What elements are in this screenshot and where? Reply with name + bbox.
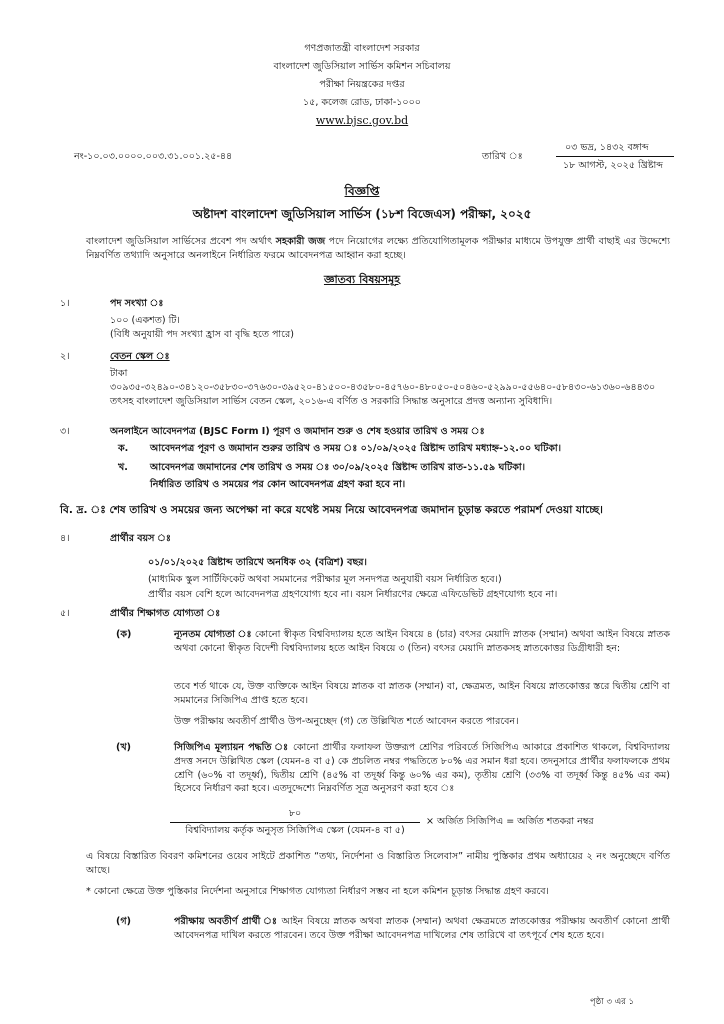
item2-title: বেতন স্কেল ঃ <box>110 351 170 362</box>
date-divider <box>556 156 674 157</box>
formula-denominator: বিশ্ববিদ্যালয় কর্তৃক অনুসৃত সিজিপিএ স্কেল (যেমন-৪ বা ৫) <box>185 825 405 836</box>
item5-title: প্রার্থীর শিক্ষাগত যোগ্যতা ঃ <box>110 608 221 619</box>
date-bangla: ০৩ ভদ্র, ১৪৩২ বঙ্গাব্দ <box>565 142 649 153</box>
intro-paragraph: বাংলাদেশ জুডিসিয়াল সার্ভিসের প্রবেশ পদ অর্থাৎ সহকারী জজ পদে নিয়োগের লক্ষ্যে প্রতিযোগিতামূলক পরীক্ষার মাধ্যমে উপযুক্ত প্রার্থী বাছাই এর উদ্দেশ্যে নিম্নবর্ণিত তথ্যাদি অনুসারে অনলাইনে নির্ধারিত ফরমে আবেদনপত্র আহ্বান করা হচ্ছে। <box>86 236 670 261</box>
date-english: ১৮ আগস্ট, ২০২৫ খ্রিষ্টাব্দ <box>563 160 663 171</box>
item3-kha-text: আবেদনপত্র জমাদানের শেষ তারিখ ও সময় ঃ ৩০/০৯/২০২৫ খ্রিষ্টাব্দ তারিখ রাত-১১.৫৯ ঘটিকা। <box>150 462 526 473</box>
formula-rhs: × অর্জিত সিজিপিএ = অর্জিত শতকরা নম্বর <box>426 816 594 827</box>
item1-line2: (বিধি অনুযায়ী পদ সংখ্যা হ্রাস বা বৃদ্ধি হতে পারে) <box>110 329 294 340</box>
item4-line2: (মাধ্যমিক স্কুল সার্টিফিকেট অথবা সমমানের পরীক্ষার মূল সনদপত্র অনুযায়ী বয়স নির্ধারিত হবে।) <box>148 574 502 585</box>
item5-ga-text: পরীক্ষায় অবতীর্ণ প্রার্থী ঃ আইন বিষয়ে স্নাতক অথবা স্নাতক (সম্মান) অথবা ক্ষেত্রমতে স্নাতকোত্তর পরীক্ষায় অবতীর্ণ কোনো প্রার্থী আবেদনপত্র দাখিল করতে পারবেন। তবে উক্ত পরীক্ষা আবেদনপত্র দাখিলের শেষ তারিখে বা তৎপূর্বে শেষ হতে হবে। <box>174 916 670 941</box>
item2-body: টাকা ৩০৯৩৫-৩২৪৯০-৩৪১২০-৩৫৮৩০-৩৭৬৩০-৩৯৫২০-৪১৫০০-৪৩৫৮০-৪৫৭৬০-৪৮০৫০-৫০৪৬০-৫২৯৯০-৫৫৬৪০-৫৮৪৩০-৬১৩৬০-৬৪৪৩০ তৎসহ বাংলাদেশ জুডিসিয়াল সার্ভিস বেতন স্কেল, ২০১৬-এ বর্ণিত ও সরকারি সিদ্ধান্ত অনুসারে প্রদত্ত অন্যান্য সুবিধাদি। <box>110 368 656 407</box>
page-number: পৃষ্ঠা ৩ এর ১ <box>590 997 635 1007</box>
item3-ka-label: ক. <box>118 443 129 454</box>
item5-ga-label: (গ) <box>116 916 131 927</box>
item5-ka-text: ন্যূনতম যোগ্যতা ঃ কোনো স্বীকৃত বিশ্ববিদ্যালয় হতে আইন বিষয়ে ৪ (চার) বৎসর মেয়াদি স্নাতক (সম্মান) অথবা আইন বিষয়ে স্নাতক অথবা কোনো স্বীকৃত বিদেশী বিশ্ববিদ্যালয় হতে আইন বিষয়ে ৩ (তিন) বৎসর মেয়াদি স্নাতকসহ স্নাতকোত্তর ডিগ্রীধারী হন: <box>174 629 670 654</box>
header-line4: ১৫, কলেজ রোড, ঢাকা-১০০০ <box>303 97 421 108</box>
website-link[interactable]: www.bjsc.gov.bd <box>315 114 409 127</box>
item5-ka-label: (ক) <box>116 629 132 640</box>
item5-ka-proviso: তবে শর্ত থাকে যে, উক্ত ব্যক্তিকে আইন বিষয়ে স্নাতক বা স্নাতক (সম্মান) বা, ক্ষেত্রমত, আইন বিষয়ে স্নাতকোত্তর স্তরে দ্বিতীয় শ্রেণি বা সমমানের সিজিপিএ প্রাপ্ত হতে হবে। <box>174 681 670 706</box>
item3-deadline-note: নির্ধারিত তারিখ ও সময়ের পর কোন আবেদনপত্র গ্রহণ করা হবে না। <box>150 479 406 490</box>
item5-detail: এ বিষয়ে বিস্তারিত বিবরণ কমিশনের ওয়েব সাইটে প্রকাশিত “তথ্য, নির্দেশনা ও বিস্তারিত সিলেবাস” নামীয় পুস্তিকার প্রথম অধ্যায়ের ২ নং অনুচ্ছেদে বর্ণিত আছে। <box>86 851 670 876</box>
item5-number: ৫। <box>60 608 70 619</box>
item4-line1: ০১/০১/২০২৫ খ্রিষ্টাব্দ তারিখে অনধিক ৩২ (বত্রিশ) বছর। <box>148 557 367 568</box>
header-line3: পরীক্ষা নিয়ন্ত্রকের দপ্তর <box>319 79 405 90</box>
item5-star-note: * কোনো ক্ষেত্রে উক্ত পুস্তিকার নির্দেশনা অনুসারে শিক্ষাগত যোগ্যতা নির্ধারণ সম্ভব না হলে কমিশন চূড়ান্ত সিদ্ধান্ত গ্রহণ করবে। <box>86 886 549 897</box>
notice-title: অষ্টাদশ বাংলাদেশ জুডিসিয়াল সার্ভিস (১৮শ বিজেএস) পরীক্ষা, ২০২৫ <box>192 207 532 221</box>
item5-kha-text: সিজিপিএ মূল্যায়ন পদ্ধতি ঃ কোনো প্রার্থীর ফলাফল উক্তরূপ শ্রেণির পরিবর্তে সিজিপিএ আকারে প্রকাশিত থাকলে, বিশ্ববিদ্যালয় প্রদত্ত সনদে উল্লিখিত স্কেল (যেমন-৪ বা ৫) কে প্রচলিত নম্বর পদ্ধতিতে ৮০% এর সমান ধরা হবে। তদনুসারে প্রার্থীর ফলাফলকে প্রথম শ্রেণি (৬০% বা তদূর্ধ্ব), দ্বিতীয় শ্রেণি (৪৫% বা তদূর্ধ্ব কিন্তু ৬০% এর কম), তৃতীয় শ্রেণি (৩৩% বা তদূর্ধ্ব কিন্তু ৪৫% এর কম) হিসেবে নির্ধারণ করা হবে। এতদুদ্দেশ্যে নিম্নবর্ণিত সূত্র অনুসরণ করা হবে ঃ <box>174 742 670 795</box>
item5-kha-label: (খ) <box>116 742 131 753</box>
formula-numerator: ৮০ <box>288 808 302 819</box>
item1-number: ১। <box>60 298 70 309</box>
formula-fraction-bar <box>170 822 420 823</box>
item2-number: ২। <box>60 351 70 362</box>
item3-title: অনলাইনে আবেদনপত্র (BJSC Form I) পূরণ ও জমাদান শুরু ও শেষ হওয়ার তারিখ ও সময় ঃ <box>110 426 485 437</box>
item4-title: প্রার্থীর বয়স ঃ <box>110 533 171 544</box>
item3-kha-label: খ. <box>118 462 128 473</box>
item5-ka-examinee-note: উক্ত পরীক্ষায় অবতীর্ণ প্রার্থীও উপ-অনুচ্ছেদ (গ) তে উল্লিখিত শর্তে আবেদন করতে পারবেন। <box>174 716 519 727</box>
item4-number: ৪। <box>60 533 70 544</box>
memo-ref: নং-১০.০৩.০০০০.০০৩.৩১.০০১.২৫-৪৪ <box>74 151 233 162</box>
nb-note: বি. দ্র. ঃ শেষ তারিখ ও সময়ের জন্য অপেক্ষা না করে যথেষ্ট সময় নিয়ে আবেদনপত্র জমাদান চূড়ান্ত করতে পরামর্শ দেওয়া যাচ্ছে। <box>60 504 603 516</box>
date-label: তারিখ ঃ <box>482 151 523 162</box>
section-heading: জ্ঞাতব্য বিষয়সমূহ <box>323 273 401 286</box>
item1-title: পদ সংখ্যা ঃ <box>110 298 164 309</box>
notice-heading: বিজ্ঞপ্তি <box>344 184 380 198</box>
header-line1: গণপ্রজাতন্ত্রী বাংলাদেশ সরকার <box>304 43 420 54</box>
item1-line1: ১০০ (একশত) টি। <box>110 315 180 326</box>
item3-ka-text: আবেদনপত্র পূরণ ও জমাদান শুরুর তারিখ ও সময় ঃ ০১/০৯/২০২৫ খ্রিষ্টাব্দ তারিখ মধ্যাহ্ন-১২.০০ ঘটিকা। <box>150 443 562 454</box>
item4-line3: প্রার্থীর বয়স বেশি হলে আবেদনপত্র গ্রহণযোগ্য হবে না। বয়স নির্ধারণের ক্ষেত্রে এফিডেভিট গ্রহণযোগ্য হবে না। <box>148 589 558 600</box>
item3-number: ৩। <box>60 426 70 437</box>
header-line2: বাংলাদেশ জুডিসিয়াল সার্ভিস কমিশন সচিবালয় <box>273 61 451 72</box>
